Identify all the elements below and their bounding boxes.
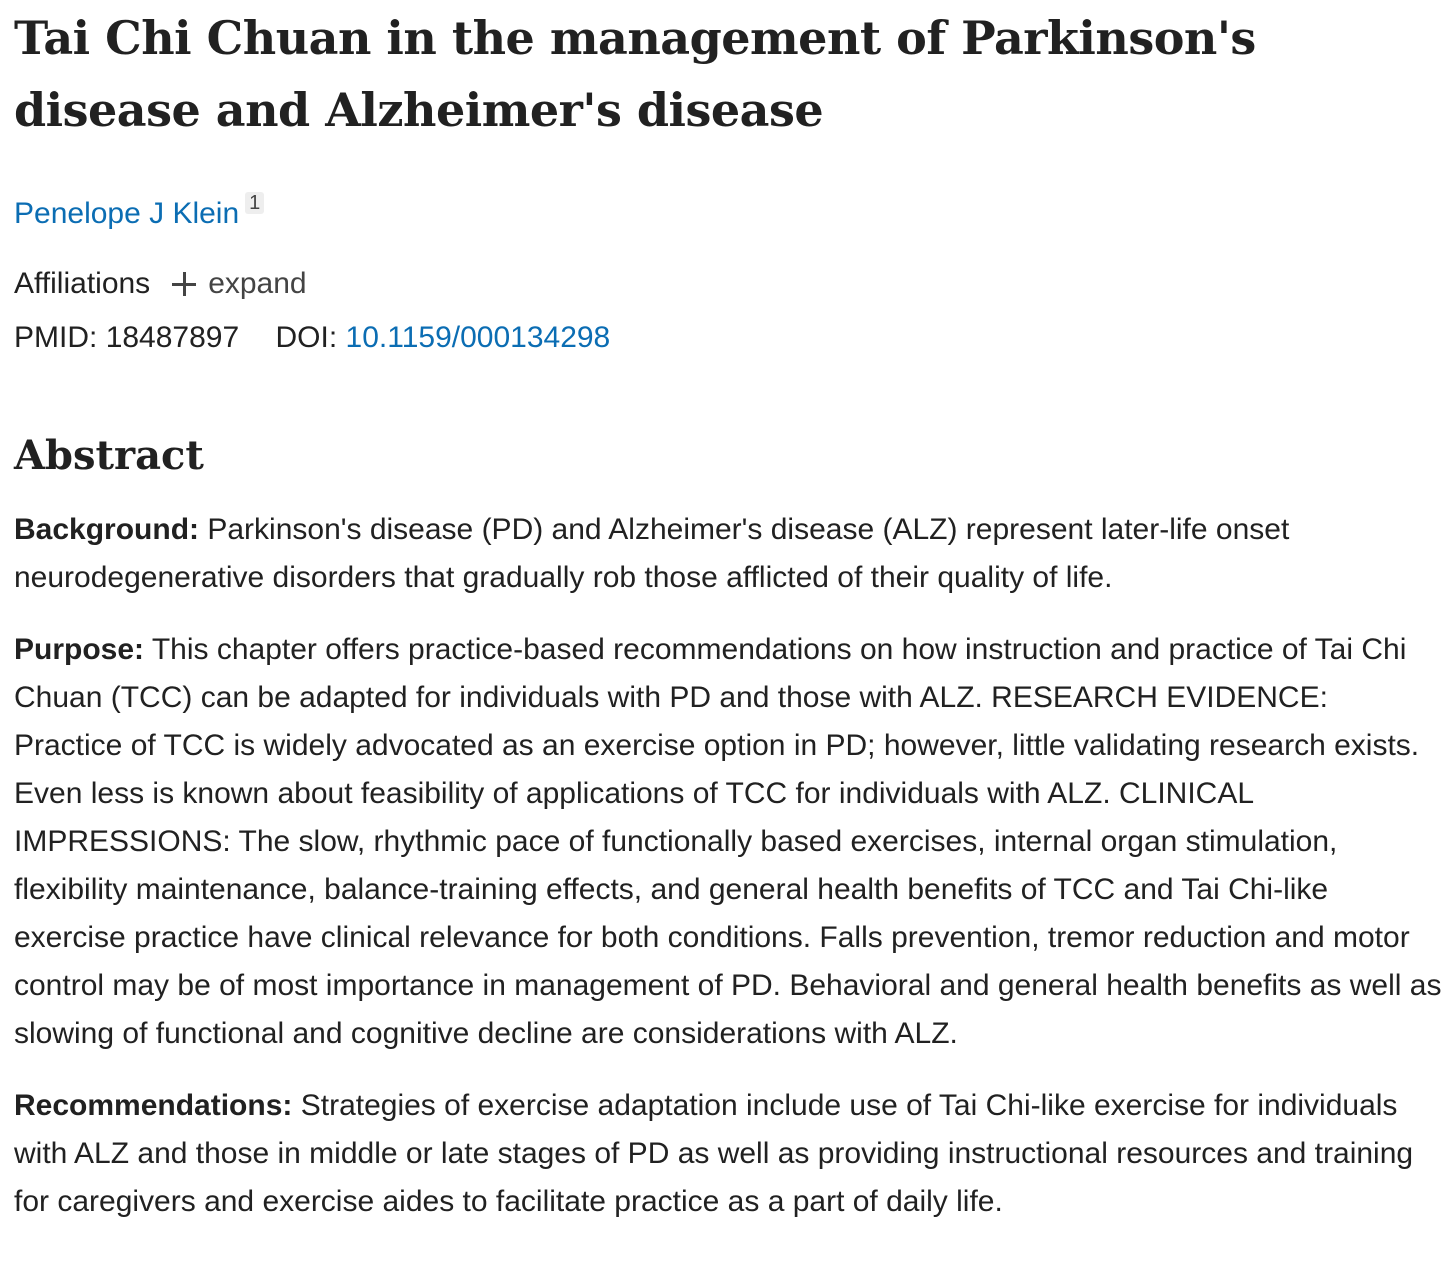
pmid-label: PMID: [14,321,98,354]
background-text: Parkinson's disease (PD) and Alzheimer's disease (ALZ) represent later-life onset neurodegenerative disorders that gradually rob those afflicted of their quality of life. [14,513,1290,594]
article-title: Tai Chi Chuan in the management of Parkinson's disease and Alzheimer's disease [14,11,1256,137]
doi-label: DOI: [275,321,338,354]
abstract-background [14,506,1444,602]
plus-icon [172,272,196,296]
affiliations-row [14,264,1444,304]
expand-affiliations-button[interactable] [172,264,306,304]
purpose-label: Purpose: [14,633,145,666]
recommendations-text: Strategies of exercise adaptation include use of Tai Chi-like exercise for individuals with ALZ and those in middle or late stages of PD as well as providing instructional resources and training for caregivers and exercise aides to facilitate practice as a part of daily life. [14,1089,1414,1218]
affiliations-label: Affiliations [14,267,151,300]
abstract-heading: Abstract [14,432,204,479]
author-link[interactable]: Penelope J Klein [14,197,240,230]
pmid-value: 18487897 [105,321,240,354]
identifiers-row [14,318,1444,358]
author-list [14,192,1444,232]
abstract-recommendations [14,1082,1444,1226]
affiliation-ref-badge[interactable]: 1 [245,192,264,214]
expand-label: expand [208,267,307,300]
background-label: Background: [14,513,200,546]
recommendations-label: Recommendations: [14,1089,293,1122]
doi-link[interactable]: 10.1159/000134298 [345,321,611,354]
purpose-text: This chapter offers practice-based recommendations on how instruction and practice of Tai Chi Chuan (TCC) can be adapted for individuals with PD and those with ALZ. RESEARCH EVIDENCE: Practice of TCC is widely advocated as an exercise option in PD; however, little validating research exists. Even less is known about feasibility of applications of TCC for individuals with ALZ. CLINICAL IMPRESSIONS: The slow, rhythmic pace of functionally based exercises, internal organ stimulation, flexibility maintenance, balance-training effects, and general health benefits of TCC and Tai Chi-like exercise practice have clinical relevance for both conditions. Falls prevention, tremor reduction and motor control may be of most importance in management of PD. Behavioral and general health benefits as well as slowing of functional and cognitive decline are considerations with ALZ. [14,633,1442,1050]
abstract-purpose [14,626,1444,1058]
